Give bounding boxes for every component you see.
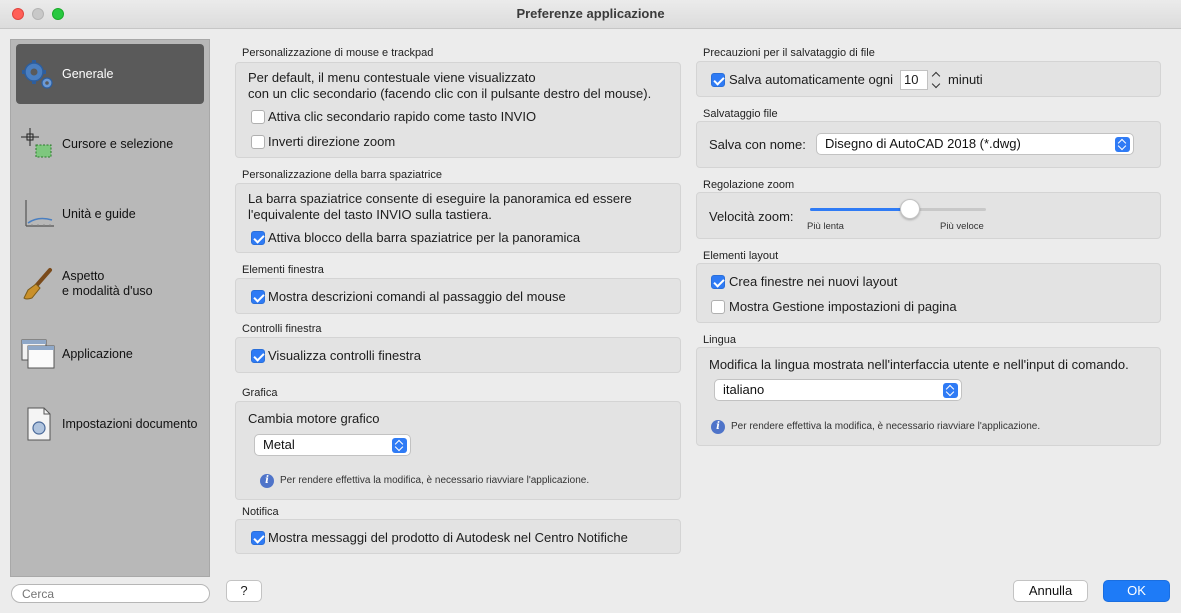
mouse-section-title: Personalizzazione di mouse e trackpad: [242, 47, 434, 59]
paintbrush-icon: [20, 266, 56, 302]
info-icon: i: [711, 420, 725, 434]
zoom-speed-slider-track[interactable]: [810, 208, 986, 211]
mouse-section: [235, 62, 681, 158]
notification-section: [235, 519, 681, 554]
sidebar-item-unita[interactable]: [16, 184, 204, 244]
graphics-engine-label: Cambia motore grafico: [248, 411, 380, 426]
graphics-engine-select[interactable]: [254, 434, 411, 456]
sidebar-item-aspetto[interactable]: [16, 254, 204, 314]
minimize-window-button[interactable]: [32, 8, 44, 20]
zoom-section-title: Regolazione zoom: [703, 179, 795, 191]
sidebar-item-label: Impostazioni documento: [62, 417, 198, 431]
autodesk-messages-checkbox[interactable]: [251, 531, 265, 545]
autosave-unit: minuti: [948, 72, 983, 87]
sidebar-item-label: Generale: [62, 67, 114, 81]
save-as-label: Salva con nome:: [709, 137, 806, 152]
graphics-section-title: Grafica: [242, 387, 278, 399]
zoom-max-label: Più veloce: [940, 221, 984, 232]
info-icon: i: [260, 474, 274, 488]
window-title: Preferenze applicazione: [516, 6, 665, 21]
title-bar: [0, 0, 1181, 29]
spacebar-section-title: Personalizzazione della barra spaziatrice: [242, 169, 442, 181]
layout-section-title: Elementi layout: [703, 250, 779, 262]
autosave-interval-field[interactable]: [900, 70, 928, 90]
language-restart-note: Per rendere effettiva la modifica, è necessario riavviare l'applicazione.: [731, 421, 1041, 432]
zoom-speed-label: Velocità zoom:: [709, 209, 794, 224]
windows-icon: [20, 336, 56, 372]
window-elements-section: [235, 278, 681, 314]
spacebar-pan-lock-checkbox[interactable]: [251, 231, 265, 245]
close-window-button[interactable]: [12, 8, 24, 20]
sidebar-item-applicazione[interactable]: [16, 324, 204, 384]
layout-section: [696, 263, 1161, 323]
sidebar-item-label: Applicazione: [62, 347, 133, 361]
language-section: [696, 347, 1161, 446]
file-safety-section: [696, 61, 1161, 97]
spacebar-section: [235, 183, 681, 253]
maximize-window-button[interactable]: [52, 8, 64, 20]
chevron-up-down-icon: [943, 383, 958, 398]
window-controls-checkbox[interactable]: [251, 349, 265, 363]
zoom-min-label: Più lenta: [807, 221, 844, 232]
graphics-restart-note: Per rendere effettiva la modifica, è necessario riavviare l'applicazione.: [280, 475, 590, 486]
invert-zoom-label: Inverti direzione zoom: [268, 134, 396, 149]
autosave-interval-value: 10: [904, 72, 919, 87]
window-controls-section: [235, 337, 681, 373]
document-icon: [20, 406, 56, 442]
autodesk-messages-label: Mostra messaggi del prodotto di Autodesk nel Centro Notifiche: [268, 530, 628, 545]
save-format-select[interactable]: [816, 133, 1134, 155]
mouse-desc: con un clic secondario (facendo clic con il pulsante destro del mouse).: [248, 86, 652, 101]
chevron-up-down-icon: [392, 438, 407, 453]
save-format-value: Disegno di AutoCAD 2018 (*.dwg): [825, 136, 1021, 151]
sidebar-item-impostazioni-documento[interactable]: [16, 394, 204, 454]
file-safety-title: Precauzioni per il salvataggio di file: [703, 47, 875, 59]
window-controls-title: Controlli finestra: [242, 323, 322, 335]
help-button[interactable]: ?: [226, 580, 262, 602]
language-select[interactable]: [714, 379, 962, 401]
notification-section-title: Notifica: [242, 506, 279, 518]
file-save-section: [696, 121, 1161, 168]
window-controls-label: Visualizza controlli finestra: [268, 348, 421, 363]
language-value: italiano: [723, 382, 765, 397]
spacebar-desc: La barra spaziatrice consente di eseguire la panoramica ed essere: [248, 191, 632, 206]
sidebar-item-cursore[interactable]: [16, 114, 204, 174]
cancel-button[interactable]: Annulla: [1013, 580, 1088, 602]
chevron-up-down-icon: [1115, 137, 1130, 152]
crosshair-selection-icon: [20, 126, 56, 162]
create-viewports-label: Crea finestre nei nuovi layout: [729, 274, 898, 289]
sidebar-item-generale[interactable]: [16, 44, 204, 104]
graphics-engine-value: Metal: [263, 437, 295, 452]
spacebar-desc: l'equivalente del tasto INVIO sulla tastiera.: [248, 207, 492, 222]
tooltips-label: Mostra descrizioni comandi al passaggio del mouse: [268, 289, 566, 304]
file-save-title: Salvataggio file: [703, 108, 778, 120]
language-section-title: Lingua: [703, 334, 737, 346]
search-input[interactable]: [11, 584, 210, 603]
page-setup-manager-checkbox[interactable]: [711, 300, 725, 314]
window-elements-title: Elementi finestra: [242, 264, 324, 276]
page-setup-manager-label: Mostra Gestione impostazioni di pagina: [729, 299, 957, 314]
invert-zoom-checkbox[interactable]: [251, 135, 265, 149]
gears-icon: [20, 56, 56, 92]
units-grid-icon: [20, 196, 56, 232]
sidebar-item-label: Unità e guide: [62, 207, 136, 221]
sidebar: [10, 39, 210, 577]
ok-button[interactable]: OK: [1103, 580, 1170, 602]
create-viewports-checkbox[interactable]: [711, 275, 725, 289]
quick-secondary-click-checkbox[interactable]: [251, 110, 265, 124]
interval-stepper[interactable]: [930, 69, 942, 91]
autosave-label: Salva automaticamente ogni: [729, 72, 894, 87]
autosave-checkbox[interactable]: [711, 73, 725, 87]
quick-secondary-click-label: Attiva clic secondario rapido come tasto INVIO: [268, 109, 537, 124]
graphics-section: [235, 401, 681, 500]
spacebar-pan-lock-label: Attiva blocco della barra spaziatrice per la panoramica: [268, 230, 581, 245]
zoom-speed-slider-fill: [810, 208, 910, 211]
language-desc: Modifica la lingua mostrata nell'interfaccia utente e nell'input di comando.: [709, 357, 1129, 372]
sidebar-item-label: Cursore e selezione: [62, 137, 174, 151]
sidebar-item-label: Aspetto e modalità d'uso: [62, 269, 153, 298]
tooltips-checkbox[interactable]: [251, 290, 265, 304]
mouse-desc: Per default, il menu contestuale viene visualizzato: [248, 70, 536, 85]
zoom-section: [696, 192, 1161, 239]
